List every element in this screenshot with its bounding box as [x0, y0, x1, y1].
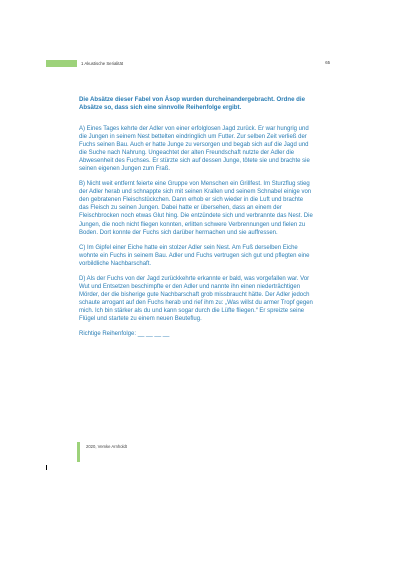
edge-mark: [46, 465, 47, 470]
task-content: [79, 96, 314, 338]
answer-order-line: Richtige Reihenfolge: __ __ __ __: [79, 331, 170, 338]
chapter-title: 1 Akustische Serialität: [81, 61, 124, 66]
copyright-note: 2020, Vemke Arnholdt: [86, 444, 127, 449]
footer-accent-bar: [77, 442, 80, 462]
page-number: 65: [325, 60, 330, 65]
paragraph-b: B) Nicht weit entfernt feierte eine Gruppe von Menschen ein Grillfest. Im Sturzflug stieg der Adler herab und schnappte sich mit seinen Krallen und seinem Schnabel einige von den gebratenen Fleischstückchen. Dann erhob er sich wieder in die Luft und brachte das Fleisch zu seinen Jungen. Dabei hatte er übersehen, dass an einem der Fleischbrocken noch etwas Glut hing. Die entzündete sich und verbrannte das Nest. Die Jungen, die noch nicht fliegen konnten, erlitten schwere Verbrennungen und fielen zu Boden. Dort konnte der Fuchs sich darüber hermachen und sie auffressen.: [79, 181, 313, 236]
worksheet-page: [46, 48, 354, 476]
paragraph-a: A) Eines Tages kehrte der Adler von einer erfolglosen Jagd zurück. Er war hungrig und die Jungen in seinem Nest bettelten eindringlich um Futter. Zur selben Zeit verließ der Fuchs seinen Bau. Auch er hatte Junge zu versorgen und begab sich auf die Jagd und die Suche nach Nahrung. Ungeachtet der alten Freundschaft nutzte der Adler die Abwesenheit des Fuchses. Er stürzte sich auf dessen Junge, tötete sie und brachte sie seinen eigenen Jungen zum Fraß.: [79, 126, 310, 173]
header-accent-bar: [46, 60, 77, 67]
task-instructions: Die Absätze dieser Fabel von Äsop wurden durcheinandergebracht. Ordne die Absätze so, dass sich eine sinnvolle Reihenfolge ergibt.: [79, 96, 305, 111]
page-footer: [77, 442, 127, 462]
paragraph-d: D) Als der Fuchs von der Jagd zurückkehrte erkannte er bald, was vorgefallen war. Vor Wut und Entsetzen beschimpfte er den Adler und nannte ihn einen niederträchtigen Mörder, der die bisherige gute Nachbarschaft grob missbraucht hätte. Der Adler jedoch schaute arrogant auf den Fuchs herab und rief ihm zu: „Was willst du armer Tropf gegen mich. Ich bin stärker als du und kann sogar durch die Lüfte fliegen.“ Er spreizte seine Flügel und startete zu einem neuen Beuteflug.: [79, 275, 313, 322]
paragraph-c: C) Im Gipfel einer Eiche hatte ein stolzer Adler sein Nest. Am Fuß derselben Eiche wohnte ein Fuchs in seinem Bau. Adler und Fuchs vertrugen sich gut und pflegten eine vorbildliche Nachbarschaft.: [79, 244, 310, 267]
page-header: [46, 60, 330, 67]
